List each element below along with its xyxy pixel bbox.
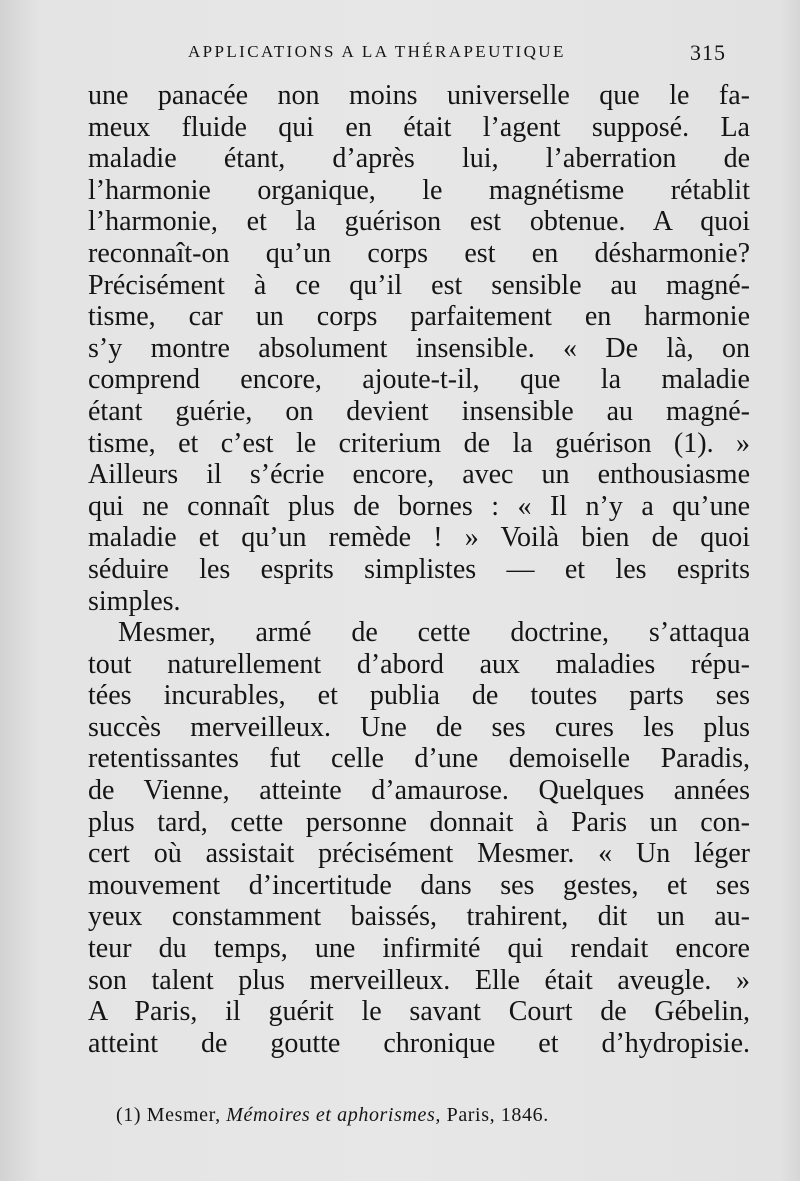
- body-text: [88, 80, 750, 1059]
- footnote: [116, 1104, 736, 1127]
- footnote-marker: (1): [116, 1104, 142, 1126]
- text-line: cert où assistait précisément Mesmer. « Un léger: [88, 838, 750, 870]
- text-line: l’harmonie organique, le magnétisme rétablit: [88, 174, 750, 206]
- text-line: qui ne connaît plus de bornes : « Il n’y a qu’une: [88, 490, 750, 522]
- text-line: maladie étant, d’après lui, l’aberration de: [88, 143, 750, 175]
- text-line: simples.: [88, 585, 181, 617]
- text-line: mouvement d’incertitude dans ses gestes, et ses: [88, 869, 750, 901]
- text-line: Précisément à ce qu’il est sensible au magné-: [88, 269, 750, 301]
- text-line: yeux constamment baissés, trahirent, dit un au-: [88, 901, 750, 933]
- text-line: reconnaît-on qu’un corps est en désharmonie?: [88, 237, 750, 269]
- page-number: 315: [690, 40, 726, 65]
- text-line: de Vienne, atteinte d’amaurose. Quelques années: [88, 775, 750, 807]
- footnote-place-date: Paris, 1846.: [446, 1104, 549, 1126]
- text-line: l’harmonie, et la guérison est obtenue. A quoi: [88, 206, 750, 238]
- text-line: Ailleurs il s’écrie encore, avec un enthousiasme: [88, 459, 750, 491]
- running-head-title: APPLICATIONS A LA THÉRAPEUTIQUE: [188, 42, 566, 61]
- text-line: Mesmer, armé de cette doctrine, s’attaqua: [118, 617, 750, 649]
- text-line: étant guérie, on devient insensible au magné-: [88, 395, 750, 427]
- text-line: atteint de goutte chronique et d’hydropisie.: [88, 1027, 750, 1059]
- text-line: tées incurables, et publia de toutes parts ses: [88, 680, 750, 712]
- text-line: séduire les esprits simplistes — et les esprits: [88, 553, 750, 585]
- text-line: comprend encore, ajoute-t-il, que la maladie: [88, 364, 750, 396]
- text-line: plus tard, cette personne donnait à Paris un con-: [88, 806, 750, 838]
- text-line: une panacée non moins universelle que le fa-: [88, 80, 750, 111]
- text-line: A Paris, il guérit le savant Court de Gébelin,: [88, 996, 750, 1028]
- text-line: son talent plus merveilleux. Elle était aveugle. »: [88, 964, 750, 996]
- text-line: tisme, et c’est le criterium de la guérison (1). »: [88, 427, 750, 459]
- running-head: [0, 42, 800, 72]
- text-line: tisme, car un corps parfaitement en harmonie: [88, 301, 750, 333]
- text-line: maladie et qu’un remède ! » Voilà bien de quoi: [88, 522, 750, 554]
- footnote-work-title: Mémoires et aphorismes,: [226, 1104, 441, 1126]
- text-line: meux fluide qui en était l’agent supposé. La: [88, 111, 750, 143]
- text-line: tout naturellement d’abord aux maladies répu-: [88, 648, 750, 680]
- footnote-author: Mesmer,: [146, 1104, 221, 1126]
- text-line: retentissantes fut celle d’une demoiselle Paradis,: [88, 743, 750, 775]
- text-line: teur du temps, une infirmité qui rendait encore: [88, 933, 750, 965]
- text-line: s’y montre absolument insensible. « De là, on: [88, 332, 750, 364]
- text-line: succès merveilleux. Une de ses cures les plus: [88, 711, 750, 743]
